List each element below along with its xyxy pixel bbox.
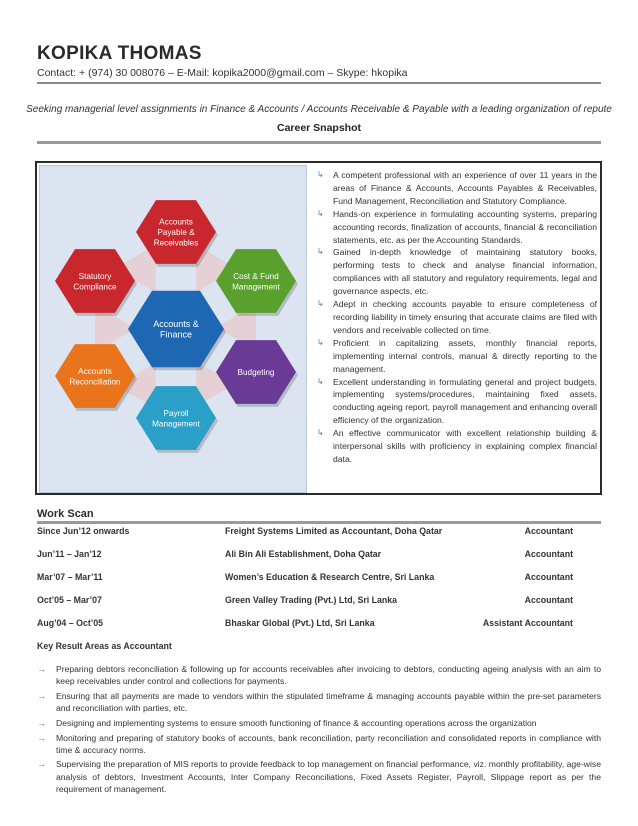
hexagon-label: Finance	[159, 329, 193, 340]
kra-item: → Monitoring and preparing of statutory books of accounts, bank reconciliation, party reconciliation and consolidated reports in compliance with time & accuracy norms.	[37, 732, 601, 755]
work-row	[37, 549, 601, 563]
work-dates: Aug’04 – Oct’05	[37, 618, 104, 628]
hexagon-label: Budgeting	[237, 368, 275, 377]
work-row	[37, 595, 601, 609]
hexagon-label: Reconciliation	[69, 377, 121, 387]
work-role: Accountant	[524, 526, 573, 536]
snapshot-bullet: ↳ Excellent understanding in formulating general and project budgets, implementing systems/procedures, maintaining fixed assets, conducting ageing report, payroll management and enhancing overall efficiency of the organization.	[317, 376, 597, 426]
work-company: Ali Bin Ali Establishment, Doha Qatar	[225, 549, 382, 559]
hexagon-label: Statutory	[78, 271, 112, 281]
work-row	[37, 572, 601, 586]
skill-hexagon	[216, 249, 298, 316]
hexagon-label: Payable &	[157, 228, 195, 237]
kra-item: → Preparing debtors reconciliation & following up for accounts receivables after invoicing to debtors, conducting ageing analysis with an aim to keep receivables under control and collections for payments.	[37, 664, 601, 687]
hexagon-label: Receivables	[153, 238, 199, 248]
work-company: Freight Systems Limited as Accountant, Doha Qatar	[225, 526, 443, 536]
kra-item: → Supervising the preparation of MIS reports to provide feedback to top management on financial performance, viz. monthly profitability, age-wise analysis of debtors, Investment Accounts, Inter Company Reconciliations, Fixed Assets Register, Payroll, Slippage report as per the requirement of management.	[37, 759, 601, 794]
skills-hexagon-diagram	[40, 166, 306, 492]
work-dates: Oct’05 – Mar’07	[37, 595, 102, 605]
career-snapshot-panel	[35, 161, 602, 495]
kra-list	[37, 663, 601, 798]
arrow-icon: ↳	[317, 376, 324, 386]
arrow-icon: ↳	[317, 247, 324, 257]
career-snapshot-title: Career Snapshot	[276, 122, 362, 134]
snapshot-bullet: ↳ Hands-on experience in formulating accounting systems, preparing accounting records, finalization of accounts, financial & reconciliation statements, etc. as per the Accounting Standards.	[317, 208, 597, 245]
snapshot-bullet: ↳ Adept in checking accounts payable to ensure completeness of recording liability in timely ensuring that accurate claims are filed with vendors and receivable collected on time.	[317, 299, 597, 335]
objective-statement: Seeking managerial level assignments in Finance & Accounts / Accounts Receivable & Payable with a leading organization of repute	[26, 104, 612, 115]
hexagon-label: Management	[232, 282, 280, 292]
header-divider	[37, 82, 601, 84]
work-role: Accountant	[524, 595, 573, 605]
arrow-right-icon: →	[37, 690, 46, 701]
work-dates: Since Jun’12 onwards	[37, 526, 130, 536]
kra-title: Key Result Areas as Accountant	[37, 641, 172, 651]
arrow-icon: ↳	[317, 337, 324, 347]
arrow-right-icon: →	[37, 664, 46, 674]
hexagon-label: Compliance	[73, 282, 117, 292]
skill-hexagon	[216, 340, 298, 407]
arrow-right-icon: →	[37, 717, 46, 728]
snapshot-bullet-list	[317, 169, 597, 466]
arrow-icon: ↳	[317, 299, 324, 309]
snapshot-divider	[37, 141, 601, 144]
work-dates: Mar’07 – Mar’11	[37, 572, 103, 582]
hexagon-label: Management	[152, 419, 200, 429]
work-company: Green Valley Trading (Pvt.) Ltd, Sri Lanka	[225, 595, 398, 605]
work-company: Women’s Education & Research Centre, Sri Lanka	[225, 572, 435, 582]
work-company: Bhaskar Global (Pvt.) Ltd, Sri Lanka	[225, 618, 375, 628]
work-row	[37, 618, 601, 632]
kra-item: → Ensuring that all payments are made to vendors within the stipulated timeframe & managing accounts payable within the pre-set parameters and reconciliation with parties, etc.	[37, 690, 601, 714]
arrow-icon: ↳	[317, 208, 324, 218]
hexagon-label: Accounts	[159, 217, 193, 227]
snapshot-bullet: ↳ Proficient in capitalizing assets, monthly financial reports, implementing internal controls, manual & directly reporting to the management.	[317, 337, 597, 374]
arrow-icon: ↳	[317, 170, 324, 179]
hexagon-label: Accounts &	[153, 318, 199, 329]
hexagon-label: Accounts	[78, 366, 112, 376]
skill-hexagon	[55, 249, 137, 316]
work-dates: Jun’11 – Jan’12	[37, 549, 102, 559]
work-scan-title: Work Scan	[37, 508, 94, 520]
candidate-name: KOPIKA THOMAS	[37, 43, 202, 64]
arrow-right-icon: →	[37, 732, 46, 743]
arrow-right-icon: →	[37, 759, 46, 770]
skill-hexagon	[128, 291, 226, 370]
work-role: Accountant	[524, 572, 573, 582]
arrow-icon: ↳	[317, 428, 324, 438]
skill-hexagon	[55, 344, 137, 411]
hexagon-label: Payroll	[163, 408, 189, 418]
kra-item: → Designing and implementing systems to ensure smooth functioning of finance & accounting operations across the organization	[37, 717, 537, 728]
hexagon-label: Cost & Fund	[233, 271, 279, 281]
work-role: Assistant Accountant	[482, 618, 573, 628]
skills-diagram	[39, 165, 307, 493]
work-scan-divider	[37, 521, 601, 524]
snapshot-bullet: ↳ An effective communicator with excellent relationship building & interpersonal skills with proficiency in explaining complex financial data.	[317, 428, 597, 464]
snapshot-bullet: ↳ Gained in-depth knowledge of maintaining statutory books, performing tests to check and analyse financial information, compliances with all statutory and regulatory requirements, legal and governance aspects, etc.	[317, 247, 597, 297]
snapshot-bullet: ↳ A competent professional with an experience of over 11 years in the areas of Finance & Accounts, Accounts Payables & Receivables, Fund Management, Reconciliation and Statutory Compliance.	[317, 170, 597, 206]
work-row	[37, 526, 601, 540]
contact-line: Contact: + (974) 30 008076 – E-Mail: kopika2000@gmail.com – Skype: hkopika	[37, 67, 408, 79]
work-role: Accountant	[524, 549, 573, 559]
